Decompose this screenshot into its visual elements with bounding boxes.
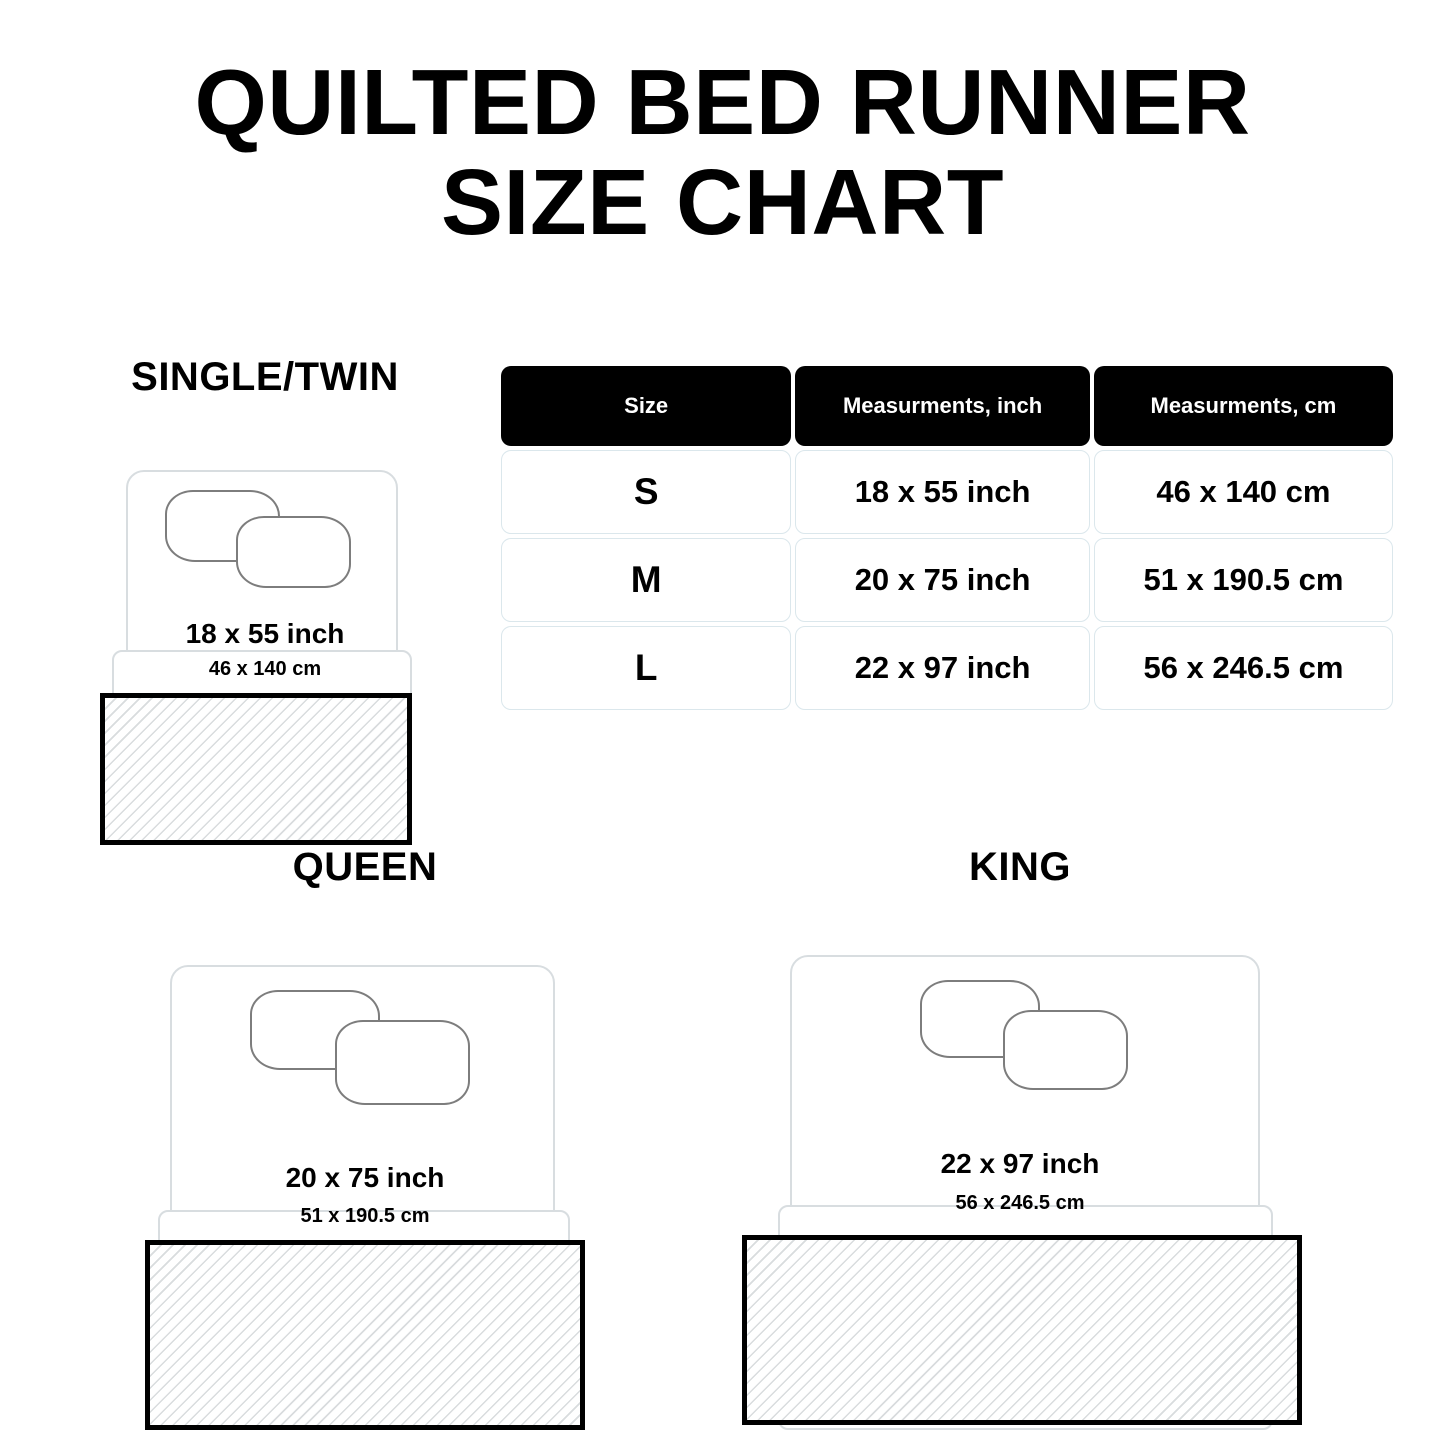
dimension-cm-king: 56 x 246.5 cm <box>955 1192 1085 1214</box>
size-table <box>497 362 1397 714</box>
cell-size-l: L <box>501 626 791 710</box>
table-header-size: Size <box>501 366 791 446</box>
bed-runner-shape <box>742 1235 1302 1425</box>
page-title-line2: SIZE CHART <box>441 150 1004 255</box>
bed-illustration-single-twin <box>70 418 460 838</box>
dimension-cm-queen: 51 x 190.5 cm <box>300 1205 430 1227</box>
cell-size-m: M <box>501 538 791 622</box>
cell-size-s: S <box>501 450 791 534</box>
table-row <box>501 538 1393 622</box>
pillow-icon-front <box>236 516 351 588</box>
table-header-inch: Measurments, inch <box>795 366 1090 446</box>
bed-diagram-king <box>760 845 1280 1420</box>
bed-label-queen: QUEEN <box>292 845 438 889</box>
bed-label-single-twin: SINGLE/TWIN <box>131 355 399 399</box>
page-title <box>0 52 1445 253</box>
cell-cm-m: 51 x 190.5 cm <box>1094 538 1393 622</box>
dimension-inch-single-twin: 18 x 55 inch <box>185 618 345 649</box>
cell-cm-l: 56 x 246.5 cm <box>1094 626 1393 710</box>
pillow-icon-front <box>1003 1010 1128 1090</box>
bed-runner-shape <box>145 1240 585 1430</box>
cell-inch-l: 22 x 97 inch <box>795 626 1090 710</box>
cell-inch-s: 18 x 55 inch <box>795 450 1090 534</box>
table-row <box>501 626 1393 710</box>
bed-diagram-single-twin <box>70 355 460 838</box>
table-row <box>501 450 1393 534</box>
bed-label-king: KING <box>969 845 1071 889</box>
bed-illustration-king <box>760 910 1280 1420</box>
table-header-cm: Measurments, cm <box>1094 366 1393 446</box>
bed-diagram-queen <box>140 845 590 1420</box>
pillow-icon-front <box>335 1020 470 1105</box>
dimension-inch-king: 22 x 97 inch <box>940 1148 1100 1179</box>
page-title-line1: QUILTED BED RUNNER <box>194 50 1251 154</box>
table-header-row <box>501 366 1393 446</box>
dimension-inch-queen: 20 x 75 inch <box>285 1162 445 1193</box>
bed-illustration-queen <box>140 910 590 1420</box>
cell-cm-s: 46 x 140 cm <box>1094 450 1393 534</box>
dimension-cm-single-twin: 46 x 140 cm <box>208 658 322 680</box>
bed-runner-shape <box>100 693 412 845</box>
cell-inch-m: 20 x 75 inch <box>795 538 1090 622</box>
